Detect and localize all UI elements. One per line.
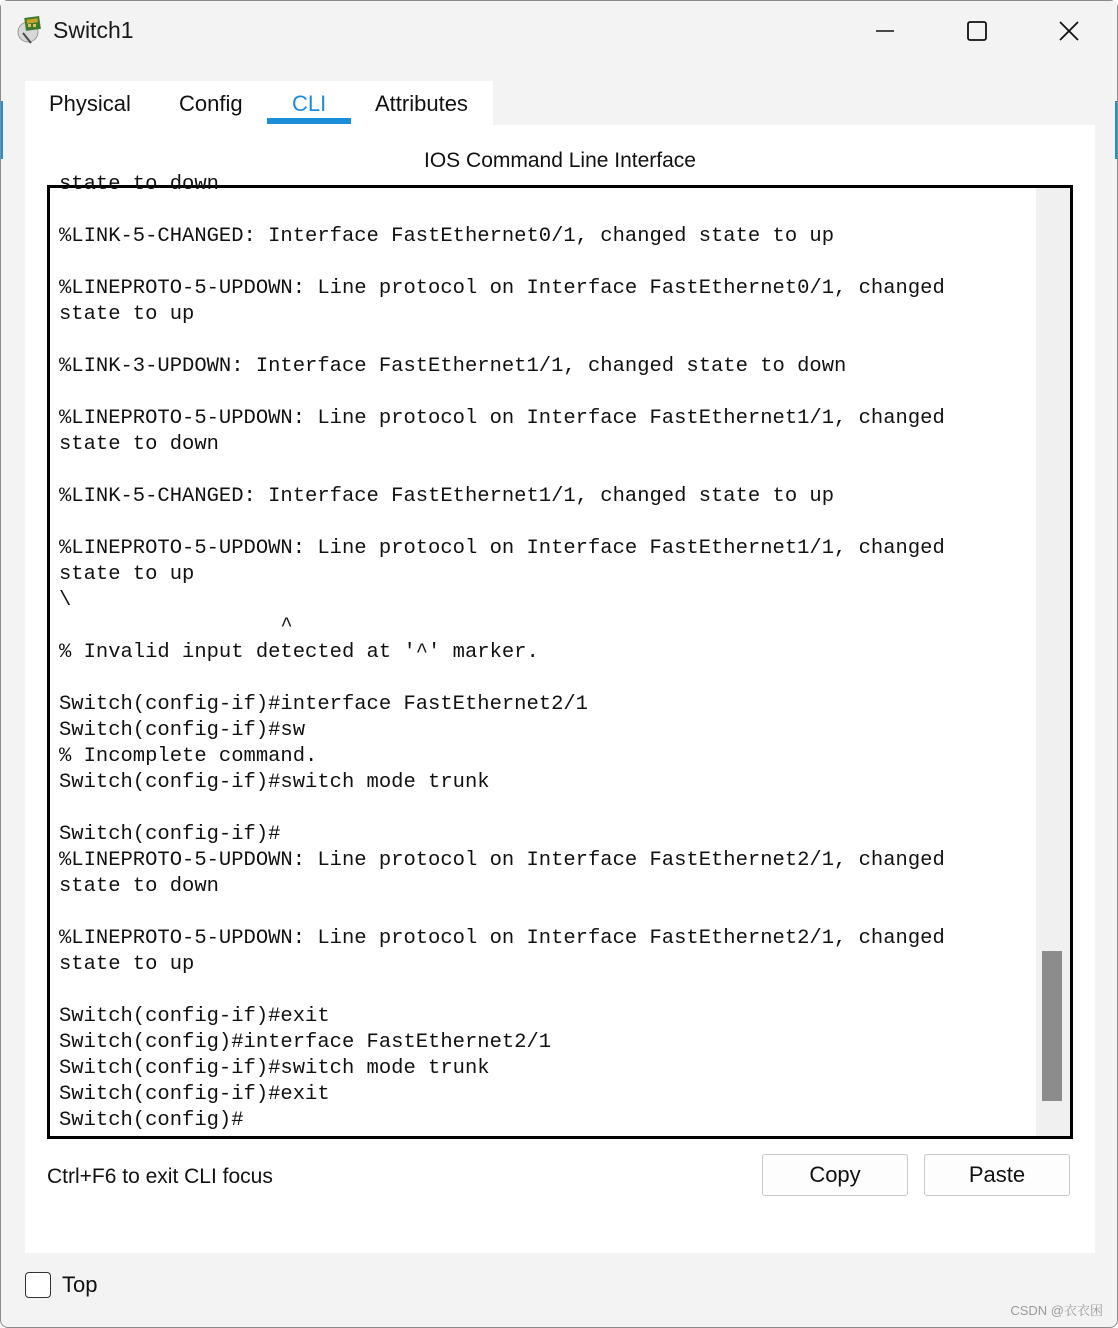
terminal-line: state to down xyxy=(59,875,219,898)
terminal-output[interactable] xyxy=(59,172,945,1134)
terminal-line: state to up xyxy=(59,953,195,976)
cli-focus-hint: Ctrl+F6 to exit CLI focus xyxy=(47,1165,273,1188)
terminal-line: % Incomplete command. xyxy=(59,745,318,768)
terminal-line: Switch(config-if)#switch mode trunk xyxy=(59,1057,490,1080)
window-edge-accent-right xyxy=(1115,101,1117,159)
tab-bar xyxy=(25,81,493,125)
active-tab-indicator xyxy=(267,118,351,124)
terminal-line: Switch(config-if)#exit xyxy=(59,1083,330,1106)
terminal-line xyxy=(59,666,945,692)
cli-panel xyxy=(25,125,1095,1253)
cli-terminal[interactable] xyxy=(47,173,1073,1139)
terminal-line: Switch(config)#interface FastEthernet2/1 xyxy=(59,1031,552,1054)
minimize-button[interactable] xyxy=(839,1,931,61)
terminal-line: %LINK-3-UPDOWN: Interface FastEthernet1/1, changed state to down xyxy=(59,355,847,378)
tab-physical[interactable]: Physical xyxy=(49,91,131,116)
scrollbar-thumb[interactable] xyxy=(1042,951,1062,1101)
terminal-line: state to down xyxy=(59,433,219,456)
terminal-scrollbar[interactable] xyxy=(1036,188,1070,1136)
terminal-line: ^ xyxy=(59,615,293,638)
terminal-line xyxy=(59,458,945,484)
paste-button[interactable]: Paste xyxy=(924,1154,1070,1196)
panel-title: IOS Command Line Interface xyxy=(424,149,696,172)
top-label: Top xyxy=(62,1272,98,1297)
top-option[interactable] xyxy=(25,1271,97,1299)
terminal-line xyxy=(59,510,945,536)
tab-attributes[interactable]: Attributes xyxy=(375,91,468,116)
terminal-line: % Invalid input detected at '^' marker. xyxy=(59,641,539,664)
tab-config[interactable]: Config xyxy=(179,91,243,116)
terminal-line: state to down xyxy=(59,173,219,196)
terminal-line xyxy=(59,250,945,276)
terminal-line: Switch(config-if)#sw xyxy=(59,719,306,742)
terminal-line: %LINK-5-CHANGED: Interface FastEthernet0/1, changed state to up xyxy=(59,225,835,248)
terminal-line xyxy=(59,380,945,406)
watermark: CSDN @衣衣困 xyxy=(1010,1303,1103,1318)
terminal-line: %LINEPROTO-5-UPDOWN: Line protocol on Interface FastEthernet1/1, changed xyxy=(59,407,945,430)
terminal-line xyxy=(59,796,945,822)
terminal-line: %LINEPROTO-5-UPDOWN: Line protocol on Interface FastEthernet2/1, changed xyxy=(59,849,945,872)
terminal-line: %LINK-5-CHANGED: Interface FastEthernet1/1, changed state to up xyxy=(59,485,835,508)
terminal-line: %LINEPROTO-5-UPDOWN: Line protocol on Interface FastEthernet1/1, changed xyxy=(59,537,945,560)
terminal-line: %LINEPROTO-5-UPDOWN: Line protocol on Interface FastEthernet2/1, changed xyxy=(59,927,945,950)
window-edge-accent-left xyxy=(1,101,3,159)
terminal-line: state to up xyxy=(59,303,195,326)
tab-cli[interactable]: CLI xyxy=(292,91,327,116)
copy-button[interactable]: Copy xyxy=(762,1154,908,1196)
terminal-line xyxy=(59,978,945,1004)
maximize-icon xyxy=(966,20,988,42)
minimize-icon xyxy=(875,21,895,41)
terminal-line xyxy=(59,900,945,926)
terminal-line xyxy=(59,198,945,224)
terminal-line: Switch(config)# xyxy=(59,1109,244,1132)
terminal-line: Switch(config-if)#switch mode trunk xyxy=(59,771,490,794)
close-icon xyxy=(1058,20,1080,42)
terminal-line: state to up xyxy=(59,563,195,586)
maximize-button[interactable] xyxy=(931,1,1023,61)
title-bar[interactable] xyxy=(1,1,1117,61)
terminal-line: \ xyxy=(59,589,72,612)
terminal-line: %LINEPROTO-5-UPDOWN: Line protocol on Interface FastEthernet0/1, changed xyxy=(59,277,945,300)
terminal-line: Switch(config-if)#exit xyxy=(59,1005,330,1028)
terminal-line xyxy=(59,328,945,354)
terminal-line: Switch(config-if)# xyxy=(59,823,281,846)
top-checkbox[interactable] xyxy=(25,1272,51,1298)
close-button[interactable] xyxy=(1023,1,1115,61)
window-title: Switch1 xyxy=(53,17,134,43)
packet-tracer-switch-icon xyxy=(17,15,47,45)
terminal-line: Switch(config-if)#interface FastEthernet2/1 xyxy=(59,693,588,716)
